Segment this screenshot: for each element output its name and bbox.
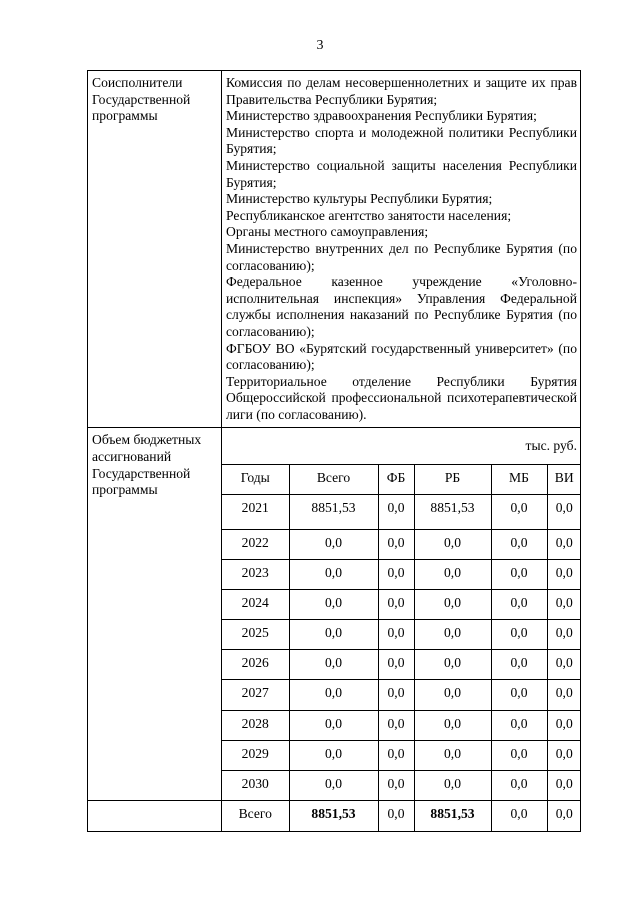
budget-cell: 0,0 bbox=[547, 650, 581, 680]
header-cell: ФБ bbox=[378, 465, 414, 495]
budget-cell: 0,0 bbox=[378, 620, 414, 650]
header-cell: Всего bbox=[289, 465, 378, 495]
budget-cell: 0,0 bbox=[378, 494, 414, 529]
budget-cell: 0,0 bbox=[547, 680, 581, 710]
coexecutor-item: Министерство социальной защиты населения Республики Бурятия; bbox=[226, 157, 577, 190]
total-cell: 8851,53 bbox=[414, 801, 491, 831]
label-line: программы bbox=[92, 482, 158, 498]
budget-data-row bbox=[222, 620, 581, 650]
budget-cell: 0,0 bbox=[289, 710, 378, 740]
budget-cell: 0,0 bbox=[289, 680, 378, 710]
header-cell: МБ bbox=[491, 465, 547, 495]
budget-data-row bbox=[222, 680, 581, 710]
budget-data-row bbox=[222, 770, 581, 800]
budget-cell: 0,0 bbox=[414, 650, 491, 680]
budget-header-row bbox=[222, 465, 581, 495]
coexecutor-item: Органы местного самоуправления; bbox=[226, 224, 429, 240]
budget-cell: 0,0 bbox=[289, 590, 378, 620]
budget-data-row bbox=[222, 740, 581, 770]
coexecutor-item: Республиканское агентство занятости населения; bbox=[226, 207, 512, 223]
budget-cell: 0,0 bbox=[414, 740, 491, 770]
page-number: 3 bbox=[316, 38, 324, 53]
program-passport-table bbox=[87, 70, 581, 832]
budget-cell: 2029 bbox=[222, 740, 289, 770]
budget-cell: 0,0 bbox=[547, 529, 581, 559]
total-values-row bbox=[222, 801, 581, 831]
budget-cell: 0,0 bbox=[289, 650, 378, 680]
budget-cell: 0,0 bbox=[414, 710, 491, 740]
budget-cell: 0,0 bbox=[378, 529, 414, 559]
budget-cell: 0,0 bbox=[491, 770, 547, 800]
budget-cell: 0,0 bbox=[547, 590, 581, 620]
budget-cell: 2025 bbox=[222, 620, 289, 650]
budget-cell: 8851,53 bbox=[414, 494, 491, 529]
budget-cell: 8851,53 bbox=[289, 494, 378, 529]
budget-cell: 0,0 bbox=[378, 740, 414, 770]
budget-cell: 0,0 bbox=[378, 710, 414, 740]
label-line: Объем бюджетных bbox=[92, 432, 202, 448]
budget-cell: 0,0 bbox=[414, 620, 491, 650]
budget-cell: 2030 bbox=[222, 770, 289, 800]
budget-cell: 0,0 bbox=[289, 620, 378, 650]
unit-label: тыс. руб. bbox=[525, 438, 577, 454]
budget-row bbox=[88, 428, 581, 801]
coexecutor-item: ФГБОУ ВО «Бурятский государственный университет» (по согласованию); bbox=[226, 340, 577, 373]
budget-cell: 0,0 bbox=[547, 770, 581, 800]
budget-cell: 2027 bbox=[222, 680, 289, 710]
budget-cell: 0,0 bbox=[491, 529, 547, 559]
budget-cell: 0,0 bbox=[491, 620, 547, 650]
budget-cell: 0,0 bbox=[414, 680, 491, 710]
budget-cell: 0,0 bbox=[547, 710, 581, 740]
budget-cell: 0,0 bbox=[491, 710, 547, 740]
coexecutors-row bbox=[88, 71, 581, 428]
coexecutor-item: Министерство спорта и молодежной политики Республики Бурятия; bbox=[226, 124, 577, 157]
total-cell: 0,0 bbox=[547, 801, 581, 831]
label-line: Государственной bbox=[92, 465, 191, 481]
total-cell: 0,0 bbox=[378, 801, 414, 831]
coexecutor-item: Федеральное казенное учреждение «Уголовно-исполнительная инспекция» Управления Федеральной службы исполнения наказаний по Республике Бурятия (по согласованию); bbox=[226, 274, 577, 339]
budget-cell: 0,0 bbox=[378, 560, 414, 590]
budget-cell: 0,0 bbox=[289, 529, 378, 559]
header-cell: ВИ bbox=[547, 465, 581, 495]
budget-cell: 0,0 bbox=[547, 494, 581, 529]
budget-cell: 2023 bbox=[222, 560, 289, 590]
coexecutor-item: Министерство внутренних дел по Республике Бурятия (по согласованию); bbox=[226, 240, 577, 273]
header-cell: Годы bbox=[222, 465, 289, 495]
coexecutor-item: Комиссия по делам несовершеннолетних и защите их прав Правительства Республики Бурятия; bbox=[226, 75, 577, 107]
budget-cell: 0,0 bbox=[289, 770, 378, 800]
budget-cell: 0,0 bbox=[289, 740, 378, 770]
total-cell: 8851,53 bbox=[289, 801, 378, 831]
budget-data-row bbox=[222, 494, 581, 529]
label-line: ассигнований bbox=[92, 449, 172, 465]
coexecutors-list bbox=[222, 71, 581, 428]
budget-data-row bbox=[222, 710, 581, 740]
total-row bbox=[88, 801, 581, 832]
budget-cell: 2021 bbox=[222, 494, 289, 529]
budget-cell: 0,0 bbox=[414, 770, 491, 800]
total-label-empty bbox=[88, 801, 222, 832]
budget-cell: 0,0 bbox=[547, 740, 581, 770]
total-table bbox=[222, 801, 581, 831]
budget-cell: 0,0 bbox=[491, 680, 547, 710]
budget-cell: 2022 bbox=[222, 529, 289, 559]
budget-data-row bbox=[222, 650, 581, 680]
budget-cell: 0,0 bbox=[414, 529, 491, 559]
label-line: Соисполнители bbox=[92, 75, 183, 90]
budget-cell: 0,0 bbox=[491, 560, 547, 590]
budget-cell: 0,0 bbox=[414, 560, 491, 590]
coexecutor-item: Министерство здравоохранения Республики Бурятия; bbox=[226, 108, 537, 124]
total-content bbox=[222, 801, 581, 832]
budget-cell: 0,0 bbox=[378, 590, 414, 620]
budget-data-row bbox=[222, 560, 581, 590]
budget-cell: 2024 bbox=[222, 590, 289, 620]
budget-cell: 2026 bbox=[222, 650, 289, 680]
total-cell: Всего bbox=[238, 806, 272, 822]
budget-cell: 0,0 bbox=[491, 740, 547, 770]
budget-label bbox=[88, 428, 222, 801]
header-cell: РБ bbox=[414, 465, 491, 495]
budget-cell: 2028 bbox=[222, 710, 289, 740]
budget-cell: 0,0 bbox=[491, 494, 547, 529]
budget-cell: 0,0 bbox=[414, 590, 491, 620]
coexecutor-item: Территориальное отделение Республики Бурятия Общероссийской профессиональной психотерапевтической лиги (по согласованию). bbox=[226, 373, 577, 422]
budget-cell: 0,0 bbox=[547, 620, 581, 650]
budget-cell: 0,0 bbox=[378, 770, 414, 800]
budget-cell: 0,0 bbox=[491, 650, 547, 680]
budget-cell: 0,0 bbox=[289, 560, 378, 590]
budget-content bbox=[222, 428, 581, 801]
budget-table bbox=[222, 464, 581, 800]
budget-cell: 0,0 bbox=[378, 650, 414, 680]
budget-cell: 0,0 bbox=[491, 590, 547, 620]
coexecutor-item: Министерство культуры Республики Бурятия; bbox=[226, 191, 493, 207]
label-line: программы bbox=[92, 108, 158, 124]
budget-data-row bbox=[222, 529, 581, 559]
budget-cell: 0,0 bbox=[547, 560, 581, 590]
coexecutors-label bbox=[88, 71, 222, 428]
total-cell: 0,0 bbox=[491, 801, 547, 831]
budget-cell: 0,0 bbox=[378, 680, 414, 710]
budget-data-row bbox=[222, 590, 581, 620]
label-line: Государственной bbox=[92, 91, 191, 107]
